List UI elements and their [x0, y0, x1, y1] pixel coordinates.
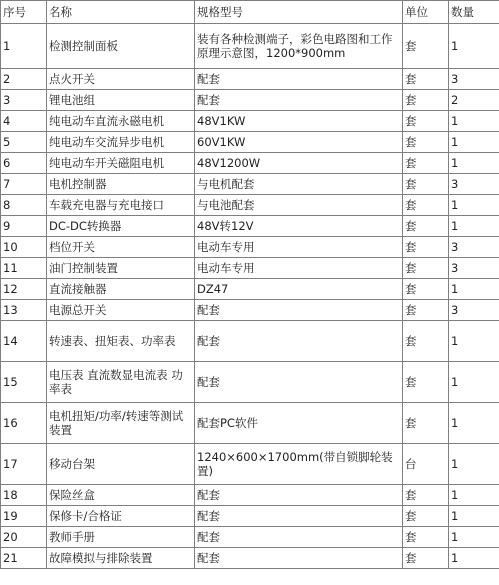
cell-model: 48V1200W [195, 153, 403, 174]
table-row [1, 153, 499, 174]
cell-qty: 1 [449, 111, 499, 132]
table-row [1, 548, 499, 569]
cell-unit: 套 [403, 362, 449, 403]
table-row [1, 90, 499, 111]
cell-qty: 1 [449, 403, 499, 444]
cell-model: 配套 [195, 485, 403, 506]
table-row [1, 111, 499, 132]
cell-name: 点火开关 [47, 69, 195, 90]
cell-model: 电动车专用 [195, 258, 403, 279]
header-index: 序号 [1, 1, 47, 24]
cell-qty: 3 [449, 174, 499, 195]
header-model: 规格型号 [195, 1, 403, 24]
cell-name: DC-DC转换器 [47, 216, 195, 237]
cell-unit: 套 [403, 527, 449, 548]
cell-model: 装有各种检测端子，彩色电路图和工作原理示意图，1200*900mm [195, 24, 403, 69]
cell-qty: 3 [449, 258, 499, 279]
cell-index: 15 [1, 362, 47, 403]
cell-qty: 3 [449, 237, 499, 258]
cell-index: 10 [1, 237, 47, 258]
table-row [1, 69, 499, 90]
cell-name: 教师手册 [47, 527, 195, 548]
cell-index: 1 [1, 24, 47, 69]
cell-name: 检测控制面板 [47, 24, 195, 69]
table-row [1, 300, 499, 321]
cell-unit: 套 [403, 111, 449, 132]
cell-name: 电机扭矩/功率/转速等测试装置 [47, 403, 195, 444]
cell-unit: 台 [403, 444, 449, 485]
cell-unit: 套 [403, 485, 449, 506]
cell-unit: 套 [403, 195, 449, 216]
cell-unit: 套 [403, 548, 449, 569]
cell-index: 13 [1, 300, 47, 321]
cell-model: 配套 [195, 506, 403, 527]
cell-model: 1240×600×1700mm(带自锁脚轮装置) [195, 444, 403, 485]
cell-name: 直流接触器 [47, 279, 195, 300]
cell-name: 电压表 直流数显电流表 功率表 [47, 362, 195, 403]
cell-name: 纯电动车直流永磁电机 [47, 111, 195, 132]
cell-model: 配套 [195, 90, 403, 111]
table-row [1, 132, 499, 153]
cell-qty: 1 [449, 24, 499, 69]
cell-index: 3 [1, 90, 47, 111]
cell-unit: 套 [403, 321, 449, 362]
cell-unit: 套 [403, 24, 449, 69]
table-row [1, 279, 499, 300]
table-row [1, 237, 499, 258]
cell-qty: 1 [449, 321, 499, 362]
cell-model: 配套 [195, 300, 403, 321]
cell-qty: 3 [449, 300, 499, 321]
cell-index: 9 [1, 216, 47, 237]
cell-name: 纯电动车开关磁阻电机 [47, 153, 195, 174]
cell-model: 配套PC软件 [195, 403, 403, 444]
cell-name: 纯电动车交流异步电机 [47, 132, 195, 153]
cell-name: 保修卡/合格证 [47, 506, 195, 527]
cell-index: 17 [1, 444, 47, 485]
cell-qty: 3 [449, 69, 499, 90]
cell-index: 19 [1, 506, 47, 527]
cell-index: 5 [1, 132, 47, 153]
cell-name: 电机控制器 [47, 174, 195, 195]
cell-unit: 套 [403, 69, 449, 90]
table-row [1, 485, 499, 506]
cell-index: 8 [1, 195, 47, 216]
cell-model: 配套 [195, 69, 403, 90]
cell-qty: 1 [449, 362, 499, 403]
header-name: 名称 [47, 1, 195, 24]
cell-qty: 1 [449, 548, 499, 569]
cell-index: 18 [1, 485, 47, 506]
cell-name: 油门控制装置 [47, 258, 195, 279]
table-row [1, 362, 499, 403]
cell-name: 转速表、扭矩表、功率表 [47, 321, 195, 362]
cell-qty: 1 [449, 444, 499, 485]
cell-unit: 套 [403, 506, 449, 527]
cell-qty: 1 [449, 527, 499, 548]
cell-index: 4 [1, 111, 47, 132]
cell-index: 21 [1, 548, 47, 569]
header-qty: 数量 [449, 1, 499, 24]
cell-model: 48V1KW [195, 111, 403, 132]
cell-unit: 套 [403, 153, 449, 174]
cell-model: 与电池配套 [195, 195, 403, 216]
cell-unit: 套 [403, 258, 449, 279]
cell-name: 电源总开关 [47, 300, 195, 321]
table-row [1, 258, 499, 279]
cell-model: 配套 [195, 321, 403, 362]
cell-model: 配套 [195, 362, 403, 403]
cell-model: 电动车专用 [195, 237, 403, 258]
table-row [1, 321, 499, 362]
cell-unit: 套 [403, 90, 449, 111]
cell-model: 配套 [195, 548, 403, 569]
table-row [1, 444, 499, 485]
cell-unit: 套 [403, 403, 449, 444]
cell-qty: 2 [449, 90, 499, 111]
header-unit: 单位 [403, 1, 449, 24]
table-row [1, 24, 499, 69]
cell-unit: 套 [403, 174, 449, 195]
cell-model: 48V转12V [195, 216, 403, 237]
cell-name: 移动台架 [47, 444, 195, 485]
cell-qty: 1 [449, 506, 499, 527]
cell-name: 故障模拟与排除装置 [47, 548, 195, 569]
cell-unit: 套 [403, 216, 449, 237]
cell-qty: 1 [449, 485, 499, 506]
cell-name: 保险丝盒 [47, 485, 195, 506]
table-row [1, 174, 499, 195]
table-row [1, 195, 499, 216]
cell-qty: 1 [449, 132, 499, 153]
cell-name: 锂电池组 [47, 90, 195, 111]
cell-qty: 1 [449, 153, 499, 174]
table-row [1, 403, 499, 444]
cell-qty: 1 [449, 216, 499, 237]
cell-index: 14 [1, 321, 47, 362]
table-header-row [1, 1, 499, 24]
cell-unit: 套 [403, 132, 449, 153]
cell-model: 与电机配套 [195, 174, 403, 195]
cell-model: 配套 [195, 527, 403, 548]
cell-unit: 套 [403, 237, 449, 258]
cell-index: 12 [1, 279, 47, 300]
cell-index: 2 [1, 69, 47, 90]
table-row [1, 506, 499, 527]
cell-unit: 套 [403, 279, 449, 300]
cell-index: 16 [1, 403, 47, 444]
cell-qty: 1 [449, 279, 499, 300]
table-row [1, 527, 499, 548]
cell-qty: 1 [449, 195, 499, 216]
cell-unit: 套 [403, 300, 449, 321]
cell-index: 7 [1, 174, 47, 195]
cell-index: 6 [1, 153, 47, 174]
cell-index: 11 [1, 258, 47, 279]
cell-model: DZ47 [195, 279, 403, 300]
cell-name: 车载充电器与充电接口 [47, 195, 195, 216]
cell-index: 20 [1, 527, 47, 548]
table-row [1, 216, 499, 237]
cell-name: 档位开关 [47, 237, 195, 258]
cell-model: 60V1KW [195, 132, 403, 153]
